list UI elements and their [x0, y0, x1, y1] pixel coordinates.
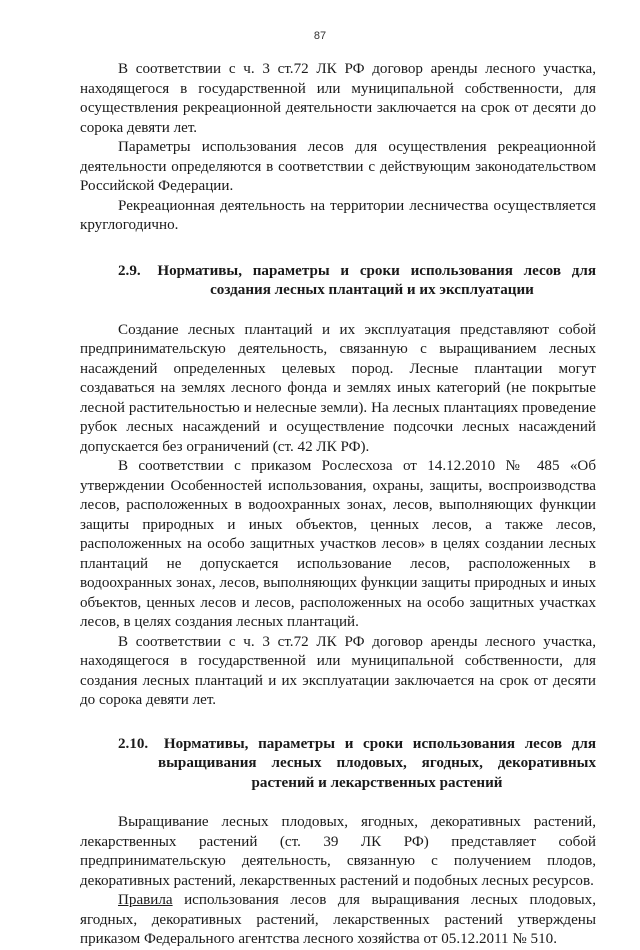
- paragraph: В соответствии с приказом Рослесхоза от 14.12.2010 № 485 «Об утверждении Особенностей использования, охраны, защиты, воспроизводства лесов, расположенных в водоохранных зонах, лесов, выполняющих функции защиты природных и иных объектов, ценных лесов, а также лесов, расположенных на особо защитных участков лесов» в целях создании лесных плантаций не допускается использование лесов, расположенных в водоохранных зонах, лесов, выполняющих функции защиты природных и иных объектов, ценных лесов и лесов, расположенных на особо защитных участках лесов, в целях создания лесных плантаций.: [80, 458, 596, 630]
- section-title: [118, 262, 596, 301]
- page-number: 87: [313, 30, 327, 42]
- page-content: [80, 60, 596, 950]
- paragraph: В соответствии с ч. 3 ст.72 ЛК РФ договор аренды лесного участка, находящегося в государственной или муниципальной собственности, для создания лесных плантаций и их эксплуатации заключается на срок от десяти до сорока девяти лет.: [80, 633, 596, 708]
- section-heading-2-9: [80, 262, 596, 301]
- paragraph: Рекреационная деятельность на территории лесничества осуществляется круглогодично.: [80, 197, 596, 233]
- section-heading-2-10: [80, 735, 596, 794]
- paragraph: В соответствии с ч. 3 ст.72 ЛК РФ договор аренды лесного участка, находящегося в государственной или муниципальной собственности, для осуществления рекреационной деятельности заключается на срок от десяти до сорока девяти лет.: [80, 61, 596, 136]
- section-number: 2.10.: [118, 735, 149, 752]
- section-title: [118, 735, 596, 794]
- paragraph-text: использования лесов для выращивания лесных плодовых, ягодных, декоративных растений, лекарственных растений утверждены приказом Федерального агентства лесного хозяйства от 05.12.2011 № 510.: [80, 892, 596, 947]
- section-title-text: Нормативы, параметры и сроки использования лесов для создания лесных плантаций и их эксплуатации: [157, 262, 596, 298]
- paragraph: [80, 891, 596, 950]
- rules-link[interactable]: Правила: [118, 892, 173, 908]
- section-title-text: Нормативы, параметры и сроки использования лесов для выращивания лесных плодовых, ягодных, декоративных растений и лекарственных растений: [158, 735, 596, 791]
- section-number: 2.9.: [118, 262, 141, 279]
- paragraph: Параметры использования лесов для осуществления рекреационной деятельности определяются в соответствии с действующим законодательством Российской Федерации.: [80, 139, 596, 194]
- paragraph: Выращивание лесных плодовых, ягодных, декоративных растений, лекарственных растений (ст. 39 ЛК РФ) представляет собой предпринимательскую деятельность, связанную с получением плодов, декоративных растений, лекарственных растений и подобных лесных ресурсов.: [80, 814, 596, 889]
- paragraph: Создание лесных плантаций и их эксплуатация представляют собой предпринимательскую деятельность, связанную с выращиванием лесных насаждений определенных целевых пород. Лесные плантации могут создаваться на землях лесного фонда и землях иных категорий (не покрытые лесной растительностью и нелесные земли). На лесных плантациях проведение рубок лесных насаждений и осуществление подсочки лесных насаждений допускается без ограничений (ст. 42 ЛК РФ).: [80, 321, 596, 455]
